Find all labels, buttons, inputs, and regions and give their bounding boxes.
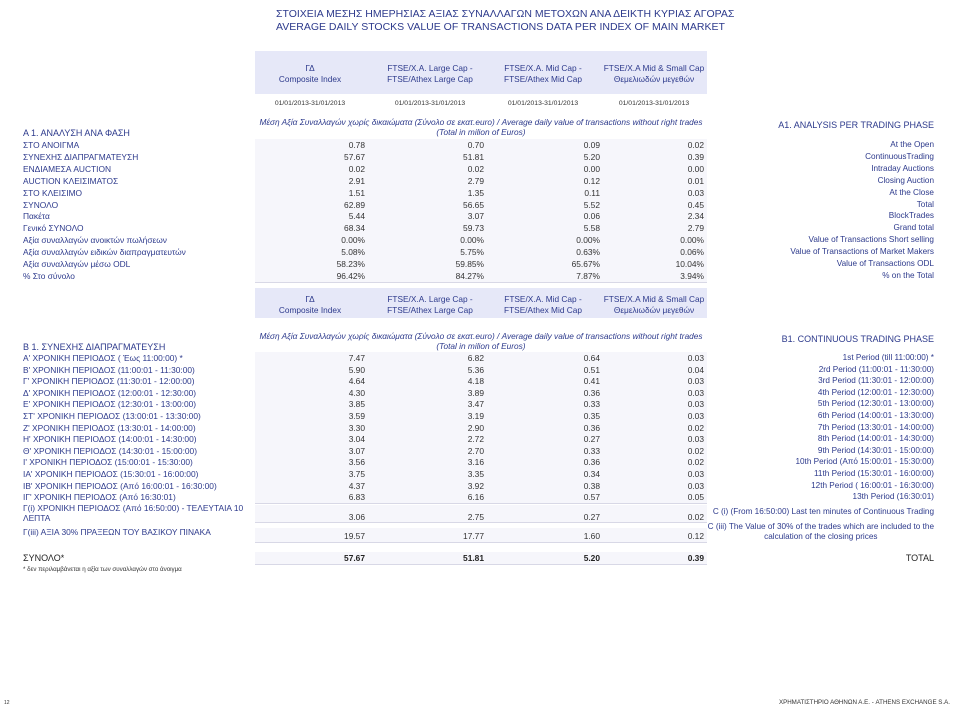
row-label-english: 12th Period ( 16:00:01 - 16:30:00) [811, 480, 934, 490]
total-label-greek: ΣΥΝΟΛΟ* [23, 553, 65, 563]
cell-value: 0.02 [687, 512, 704, 522]
cell-value: 4.18 [467, 376, 484, 387]
row-label-greek: ΣΥΝΟΛΟ [23, 199, 59, 210]
cell-value: 2.72 [467, 434, 484, 445]
row-label-greek: ΙΒ' ΧΡΟΝΙΚΗ ΠΕΡΙΟΔΟΣ (Από 16:00:01 - 16:30:00) [23, 480, 217, 491]
col-header-mid-cap: FTSE/X.A. Mid Cap - FTSE/Athex Mid Cap [504, 294, 582, 315]
cell-value: 0.78 [348, 140, 365, 150]
cell-value: 19.57 [344, 531, 365, 541]
cell-value: 0.09 [583, 140, 600, 150]
cell-value: 7.87% [576, 270, 600, 281]
cell-value: 0.12 [687, 531, 704, 541]
cell-value: 3.04 [348, 434, 365, 445]
page-number: 12 [4, 700, 10, 706]
cell-value: 5.36 [467, 364, 484, 375]
cell-value: 0.27 [583, 434, 600, 445]
value-subtitle: Μέση Αξία Συναλλαγών χωρίς δικαιώματα (Σύνολο σε εκατ.euro) / Average daily value of transactions without right trades (Total in milion of Euros) [259, 331, 703, 351]
date-range: 01/01/2013-31/01/2013 [274, 100, 346, 107]
cell-value: 96.42% [336, 270, 365, 281]
cell-value: 3.35 [467, 469, 484, 479]
row-label-greek: ΣΤΟ ΚΛΕΙΣΙΜΟ [23, 187, 83, 198]
row-label-english: Intraday Auctions [871, 163, 934, 173]
cell-value: 0.70 [467, 140, 484, 150]
cell-value: 0.01 [687, 175, 704, 186]
cell-value: 0.27 [583, 512, 600, 522]
cell-value: 0.03 [687, 387, 704, 398]
row-label-greek: Θ' ΧΡΟΝΙΚΗ ΠΕΡΙΟΔΟΣ (14:30:01 - 15:00:00) [23, 445, 198, 456]
cell-value: 0.03 [687, 376, 704, 387]
row-label-english: 3rd Period (11:30:01 - 12:00:00) [818, 376, 934, 386]
cell-value: 3.07 [467, 211, 484, 222]
cell-value: 3.19 [467, 411, 484, 421]
row-label-greek: Δ' ΧΡΟΝΙΚΗ ΠΕΡΙΟΔΟΣ (12:00:01 - 12:30:00) [23, 387, 197, 398]
row-label-english: Closing Auction [877, 175, 934, 185]
row-label-greek: Γενικό ΣΥΝΟΛΟ [23, 223, 84, 234]
cell-value: 3.07 [348, 445, 365, 456]
cell-value: 57.67 [344, 151, 365, 162]
cell-value: 59.85% [455, 259, 484, 269]
report-title-greek: ΣΤΟΙΧΕΙΑ ΜΕΣΗΣ ΗΜΕΡΗΣΙΑΣ ΑΞΙΑΣ ΣΥΝΑΛΛΑΓΩΝ ΜΕΤΟΧΩΝ ΑΝΑ ΔΕΙΚΤΗ ΚΥΡΙΑΣ ΑΓΟΡΑΣ [276, 8, 735, 20]
row-label-english: C (iii) The Value of 30% of the trades which are included to the calculation of the closing prices [707, 522, 934, 541]
total-value: 0.39 [687, 553, 704, 563]
cell-value: 0.03 [687, 480, 704, 491]
cell-value: 3.89 [467, 387, 484, 398]
cell-value: 2.90 [467, 422, 484, 433]
total-label-english: TOTAL [905, 553, 934, 563]
col-header-mid-small-cap: FTSE/X.A Mid & Small Cap Θεμελιωδών μεγεθών [603, 63, 705, 84]
cell-value: 2.79 [687, 223, 704, 234]
footer-company: ΧΡΗΜΑΤΙΣΤΗΡΙΟ ΑΘΗΝΩΝ Α.Ε. - ATHENS EXCHANGE S.A. [778, 699, 950, 706]
cell-value: 2.70 [467, 445, 484, 456]
cell-value: 7.47 [348, 353, 365, 363]
col-header-large-cap: FTSE/X.A. Large Cap - FTSE/Athex Large Cap [387, 294, 473, 315]
col-header-composite: ΓΔ Composite Index [278, 294, 342, 315]
cell-value: 6.16 [467, 492, 484, 503]
row-label-greek: Γ' ΧΡΟΝΙΚΗ ΠΕΡΙΟΔΟΣ (11:30:01 - 12:00:00) [23, 376, 195, 387]
cell-value: 1.60 [583, 531, 600, 541]
total-value: 51.81 [463, 553, 484, 563]
row-label-english: 4th Period (12:00:01 - 12:30:00) [817, 387, 934, 397]
section-b-title-greek: Β 1. ΣΥΝΕΧΗΣ ΔΙΑΠΡΑΓΜΑΤΕΥΣΗ [23, 342, 166, 352]
cell-value: 2.34 [687, 211, 704, 222]
cell-value: 6.82 [467, 353, 484, 363]
cell-value: 4.64 [348, 376, 365, 387]
cell-value: 0.33 [583, 399, 600, 410]
cell-value: 0.00% [460, 235, 484, 246]
cell-value: 68.34 [344, 223, 365, 234]
cell-value: 0.33 [583, 445, 600, 456]
cell-value: 0.04 [687, 364, 704, 375]
cell-value: 0.36 [583, 387, 600, 398]
cell-value: 3.94% [680, 270, 704, 281]
cell-value: 5.08% [341, 247, 365, 258]
cell-value: 4.37 [348, 480, 365, 491]
row-label-greek: ΕΝΔΙΑΜΕΣΑ AUCTION [23, 163, 112, 174]
cell-value: 3.85 [348, 399, 365, 410]
total-value: 5.20 [583, 553, 600, 563]
row-label-english: % on the Total [882, 270, 934, 280]
cell-value: 3.75 [348, 469, 365, 479]
cell-value: 0.00 [583, 163, 600, 174]
row-label-english: C (i) (From 16:50:00) Last ten minutes of Continuous Trading [712, 507, 934, 516]
cell-value: 0.41 [583, 376, 600, 387]
row-label-greek: Πακέτα [23, 211, 50, 222]
cell-value: 3.56 [348, 457, 365, 468]
row-label-greek: Β' ΧΡΟΝΙΚΗ ΠΕΡΙΟΔΟΣ (11:00:01 - 11:30:00) [23, 364, 195, 375]
row-label-english: 1st Period (till 11:00:00) * [842, 353, 934, 362]
row-label-english: ContinuousTrading [865, 151, 934, 161]
cell-value: 0.02 [687, 140, 704, 150]
cell-value: 0.00% [341, 235, 365, 246]
cell-value: 3.16 [467, 457, 484, 468]
cell-value: 1.51 [348, 187, 365, 198]
cell-value: 0.34 [583, 469, 600, 479]
cell-value: 56.65 [463, 199, 484, 210]
row-label-greek: ΙΑ' ΧΡΟΝΙΚΗ ΠΕΡΙΟΔΟΣ (15:30:01 - 16:00:00) [23, 469, 199, 479]
row-label-english: 9th Period (14:30:01 - 15:00:00) [817, 445, 934, 455]
section-b-title-english: B1. CONTINUOUS TRADING PHASE [781, 334, 934, 344]
row-label-english: 6th Period (14:00:01 - 13:30:00) [817, 411, 934, 420]
cell-value: 5.44 [348, 211, 365, 222]
row-label-english: At the Close [889, 187, 934, 197]
cell-value: 0.39 [687, 151, 704, 162]
cell-value: 0.12 [583, 175, 600, 186]
cell-value: 0.03 [687, 434, 704, 445]
cell-value: 3.47 [467, 399, 484, 410]
cell-value: 10.04% [675, 259, 704, 269]
cell-value: 0.03 [687, 411, 704, 421]
row-label-english: BlockTrades [888, 211, 934, 221]
cell-value: 2.75 [467, 512, 484, 522]
cell-value: 3.59 [348, 411, 365, 421]
cell-value: 0.00% [680, 235, 704, 246]
row-label-english: 2rd Period (11:00:01 - 11:30:00) [818, 364, 934, 374]
row-label-greek: Α' ΧΡΟΝΙΚΗ ΠΕΡΙΟΔΟΣ ( Έως 11:00:00) * [23, 353, 183, 363]
cell-value: 0.02 [687, 445, 704, 456]
row-label-greek: Αξία συναλλαγών μέσω ODL [23, 259, 131, 269]
cell-value: 6.83 [348, 492, 365, 503]
cell-value: 0.63% [576, 247, 600, 258]
cell-value: 0.03 [687, 187, 704, 198]
cell-value: 0.06 [583, 211, 600, 222]
row-label-english: 5th Period (12:30:01 - 13:00:00) [817, 399, 934, 409]
cell-value: 0.03 [687, 399, 704, 410]
row-label-greek: Γ(i) ΧΡΟΝΙΚΗ ΠΕΡΙΟΔΟΣ (Από 16:50:00) - ΤΕΛΕΥΤΑΙΑ 10 ΛΕΠΤΑ [23, 503, 244, 523]
cell-value: 3.92 [467, 480, 484, 491]
cell-value: 5.58 [583, 223, 600, 234]
cell-value: 17.77 [463, 531, 484, 541]
col-header-mid-small-cap: FTSE/X.A Mid & Small Cap Θεμελιωδών μεγεθών [603, 294, 705, 315]
cell-value: 0.02 [687, 457, 704, 468]
row-label-english: 8th Period (14:00:01 - 14:30:00) [817, 434, 934, 444]
cell-value: 0.57 [583, 492, 600, 503]
row-label-greek: ΣΤΟ ΑΝΟΙΓΜΑ [23, 140, 80, 150]
row-label-english: 7th Period (13:30:01 - 14:00:00) [817, 422, 934, 432]
report-title-english: AVERAGE DAILY STOCKS VALUE OF TRANSACTIONS DATA PER INDEX OF MAIN MARKET [276, 21, 725, 33]
row-label-greek: Ε' ΧΡΟΝΙΚΗ ΠΕΡΙΟΔΟΣ (12:30:01 - 13:00:00) [23, 399, 197, 410]
cell-value: 0.02 [687, 422, 704, 433]
cell-value: 0.38 [583, 480, 600, 491]
row-label-english: Total [916, 199, 934, 209]
row-label-english: Grand total [893, 223, 934, 233]
cell-value: 2.79 [467, 175, 484, 186]
cell-value: 0.03 [687, 469, 704, 479]
cell-value: 2.91 [348, 175, 365, 186]
value-subtitle: Μέση Αξία Συναλλαγών χωρίς δικαιώματα (Σύνολο σε εκατ.euro) / Average daily value of transactions without right trades (Total in milion of Euros) [259, 117, 703, 137]
row-label-greek: ΙΓ' ΧΡΟΝΙΚΗ ΠΕΡΙΟΔΟΣ (Από 16:30:01) [23, 492, 176, 503]
cell-value: 0.00 [687, 163, 704, 174]
cell-value: 1.35 [467, 187, 484, 198]
cell-value: 3.06 [348, 512, 365, 522]
row-label-greek: AUCTION ΚΛΕΙΣΙΜΑΤΟΣ [23, 175, 119, 186]
section-a-title-greek: Α 1. ΑΝΑΛΥΣΗ ΑΝΑ ΦΑΣΗ [23, 128, 130, 138]
row-label-greek: Αξία συναλλαγών ειδικών διαπραγματευτών [23, 247, 186, 258]
cell-value: 0.64 [583, 353, 600, 363]
section-a-title-english: A1. ANALYSIS PER TRADING PHASE [778, 120, 934, 130]
cell-value: 4.30 [348, 387, 365, 398]
cell-value: 0.02 [467, 163, 484, 174]
cell-value: 62.89 [344, 199, 365, 210]
cell-value: 0.05 [687, 492, 704, 503]
cell-value: 0.03 [687, 353, 704, 363]
row-label-greek: Ι' ΧΡΟΝΙΚΗ ΠΕΡΙΟΔΟΣ (15:00:01 - 15:30:00) [23, 457, 193, 468]
cell-value: 0.36 [583, 457, 600, 468]
col-header-composite: ΓΔ Composite Index [278, 63, 342, 84]
cell-value: 5.75% [460, 247, 484, 258]
cell-value: 3.30 [348, 422, 365, 433]
row-label-english: 10th Period (Από 15:00:01 - 15:30:00) [795, 457, 934, 467]
total-value: 57.67 [344, 553, 365, 563]
date-range: 01/01/2013-31/01/2013 [618, 100, 690, 107]
date-range: 01/01/2013-31/01/2013 [394, 100, 466, 107]
cell-value: 5.52 [583, 199, 600, 210]
cell-value: 59.73 [463, 223, 484, 234]
cell-value: 0.51 [583, 364, 600, 375]
cell-value: 0.45 [687, 199, 704, 210]
cell-value: 84.27% [455, 270, 484, 281]
row-label-greek: Ζ' ΧΡΟΝΙΚΗ ΠΕΡΙΟΔΟΣ (13:30:01 - 14:00:00) [23, 422, 196, 433]
row-label-english: 11th Period (15:30:01 - 16:00:00) [813, 469, 934, 478]
cell-value: 58.23% [336, 259, 365, 269]
cell-value: 0.36 [583, 422, 600, 433]
cell-value: 0.02 [348, 163, 365, 174]
row-label-greek: % Στο σύνολο [23, 270, 75, 281]
row-label-greek: Αξία συναλλαγών ανοικτών πωλήσεων [23, 235, 167, 246]
col-header-large-cap: FTSE/X.A. Large Cap - FTSE/Athex Large Cap [387, 63, 473, 84]
row-label-english: Value of Transactions of Market Makers [790, 247, 934, 257]
date-range: 01/01/2013-31/01/2013 [507, 100, 579, 107]
row-label-english: Value of Transactions ODL [836, 259, 934, 268]
row-label-greek: Η' ΧΡΟΝΙΚΗ ΠΕΡΙΟΔΟΣ (14:00:01 - 14:30:00) [23, 434, 197, 445]
row-label-english: 13th Period (16:30:01) [852, 492, 934, 502]
footnote: * δεν περιλαμβάνεται η αξία των συναλλαγών στο άνοιγμα [23, 566, 182, 573]
cell-value: 0.06% [680, 247, 704, 258]
row-label-greek: Γ(iii) ΑΞΙΑ 30% ΠΡΑΞΕΩΝ ΤΟΥ ΒΑΣΙΚΟΥ ΠΙΝΑΚΑ [23, 527, 211, 537]
row-label-greek: ΣΥΝΕΧΗΣ ΔΙΑΠΡΑΓΜΑΤΕΥΣΗ [23, 151, 139, 162]
row-label-greek: ΣΤ' ΧΡΟΝΙΚΗ ΠΕΡΙΟΔΟΣ (13:00:01 - 13:30:00) [23, 411, 201, 421]
cell-value: 51.81 [463, 151, 484, 162]
row-label-english: Value of Transactions Short selling [808, 235, 934, 245]
cell-value: 5.90 [348, 364, 365, 375]
row-label-english: At the Open [890, 140, 934, 149]
cell-value: 0.35 [583, 411, 600, 421]
cell-value: 65.67% [571, 259, 600, 269]
cell-value: 5.20 [583, 151, 600, 162]
col-header-mid-cap: FTSE/X.A. Mid Cap - FTSE/Athex Mid Cap [504, 63, 582, 84]
cell-value: 0.11 [584, 187, 600, 198]
cell-value: 0.00% [576, 235, 600, 246]
